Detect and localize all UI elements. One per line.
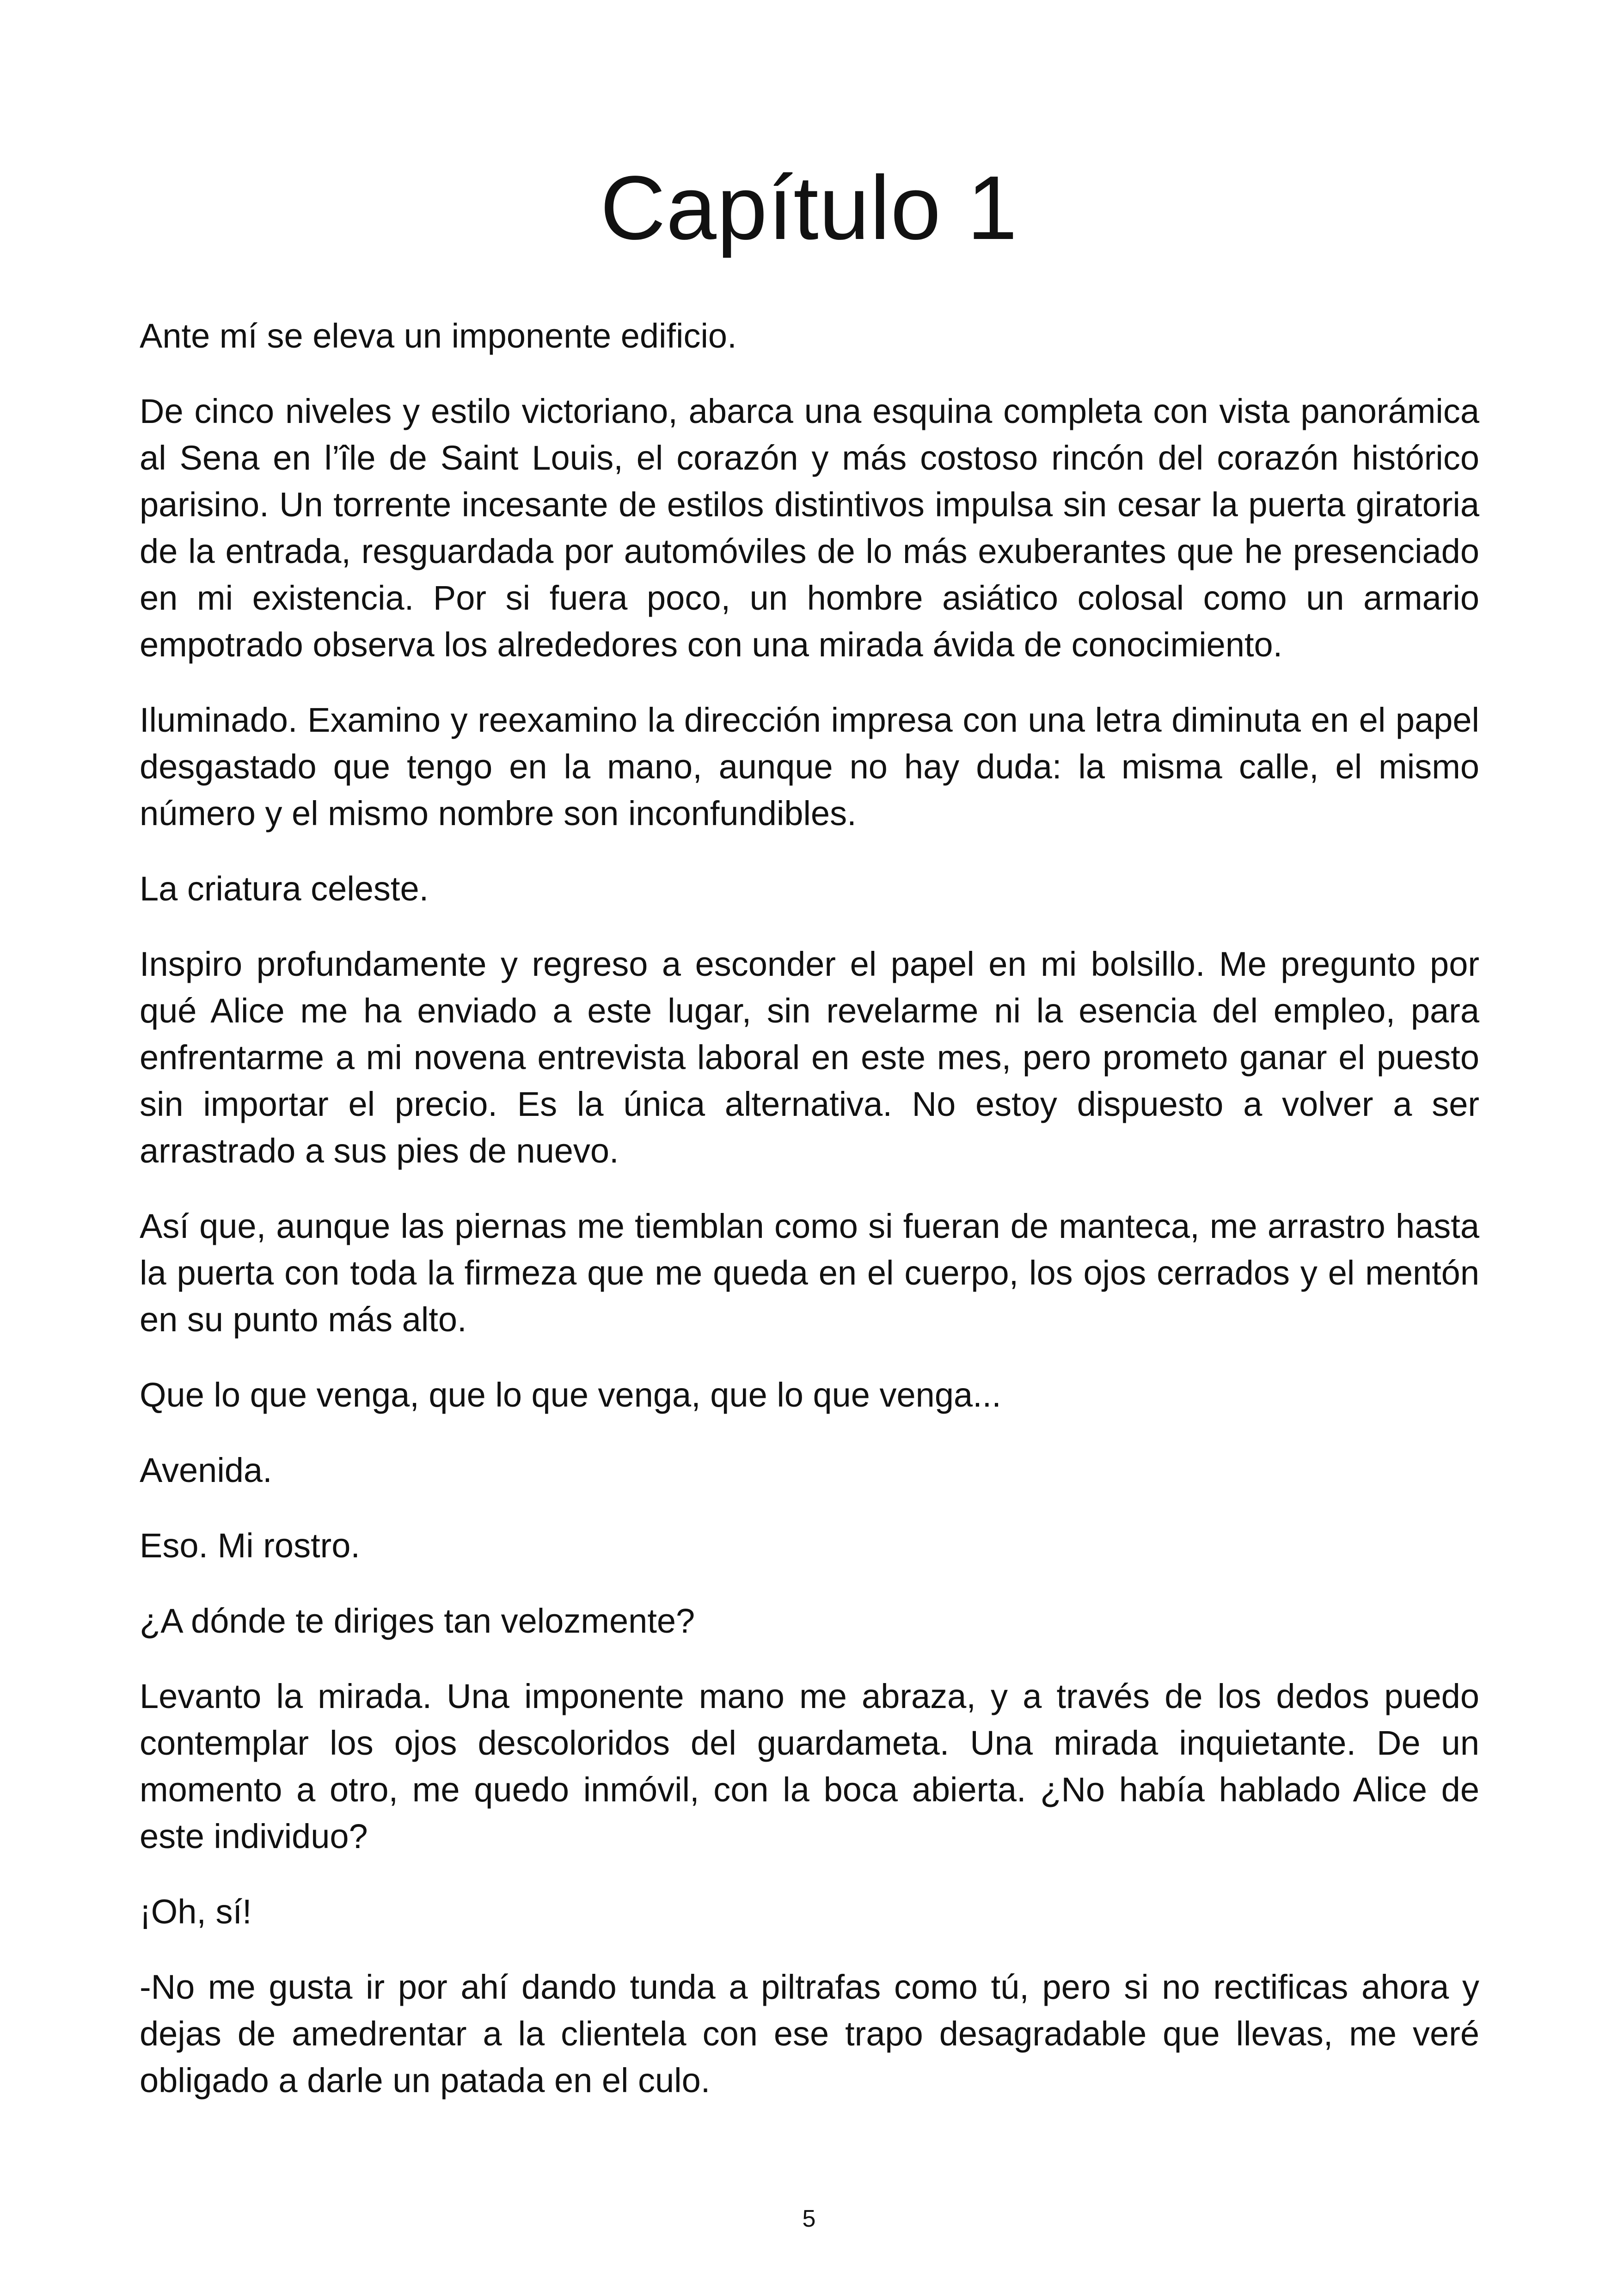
paragraph: De cinco niveles y estilo victoriano, abarca una esquina completa con vista panorámica al Sena en l’île de Saint Louis, el corazón y más costoso rincón del corazón histórico parisino. Un torrente incesante de estilos distintivos impulsa sin cesar la puerta giratoria de la entrada, resguardada por automóviles de lo más exuberantes que he presenciado en mi existencia. Por si fuera poco, un hombre asiático colosal como un armario empotrado observa los alrededores con una mirada ávida de conocimiento. [140, 392, 1479, 664]
paragraph: Eso. Mi rostro. [140, 1526, 360, 1565]
paragraph: Levanto la mirada. Una imponente mano me abraza, y a través de los dedos puedo contemplar los ojos descoloridos del guardameta. Una mirada inquietante. De un momento a otro, me quedo inmóvil, con la boca abierta. ¿No había hablado Alice de este individuo? [140, 1677, 1479, 1855]
chapter-title: Capítulo 1 [600, 157, 1018, 258]
paragraph: Que lo que venga, que lo que venga, que lo que venga... [140, 1376, 1001, 1414]
paragraph: La criatura celeste. [140, 869, 429, 908]
body-text [140, 312, 1479, 2132]
page-number: 5 [802, 2205, 816, 2232]
paragraph: -No me gusta ir por ahí dando tunda a piltrafas como tú, pero si no rectificas ahora y dejas de amedrentar a la clientela con ese trapo desagradable que llevas, me veré obligado a darle un patada en el culo. [140, 1968, 1479, 2100]
paragraph: Así que, aunque las piernas me tiemblan como si fueran de manteca, me arrastro hasta la puerta con toda la firmeza que me queda en el cuerpo, los ojos cerrados y el mentón en su punto más alto. [140, 1207, 1479, 1339]
paragraph: Iluminado. Examino y reexamino la dirección impresa con una letra diminuta en el papel desgastado que tengo en la mano, aunque no hay duda: la misma calle, el mismo número y el mismo nombre son inconfundibles. [140, 701, 1479, 833]
paragraph: ¿A dónde te diriges tan velozmente? [140, 1602, 695, 1640]
paragraph: Inspiro profundamente y regreso a esconder el papel en mi bolsillo. Me pregunto por qué Alice me ha enviado a este lugar, sin revelarme ni la esencia del empleo, para enfrentarme a mi novena entrevista laboral en este mes, pero prometo ganar el puesto sin importar el precio. Es la única alternativa. No estoy dispuesto a volver a ser arrastrado a sus pies de nuevo. [140, 945, 1479, 1170]
paragraph: ¡Oh, sí! [140, 1892, 252, 1931]
paragraph: Ante mí se eleva un imponente edificio. [140, 317, 737, 355]
paragraph: Avenida. [140, 1451, 272, 1489]
